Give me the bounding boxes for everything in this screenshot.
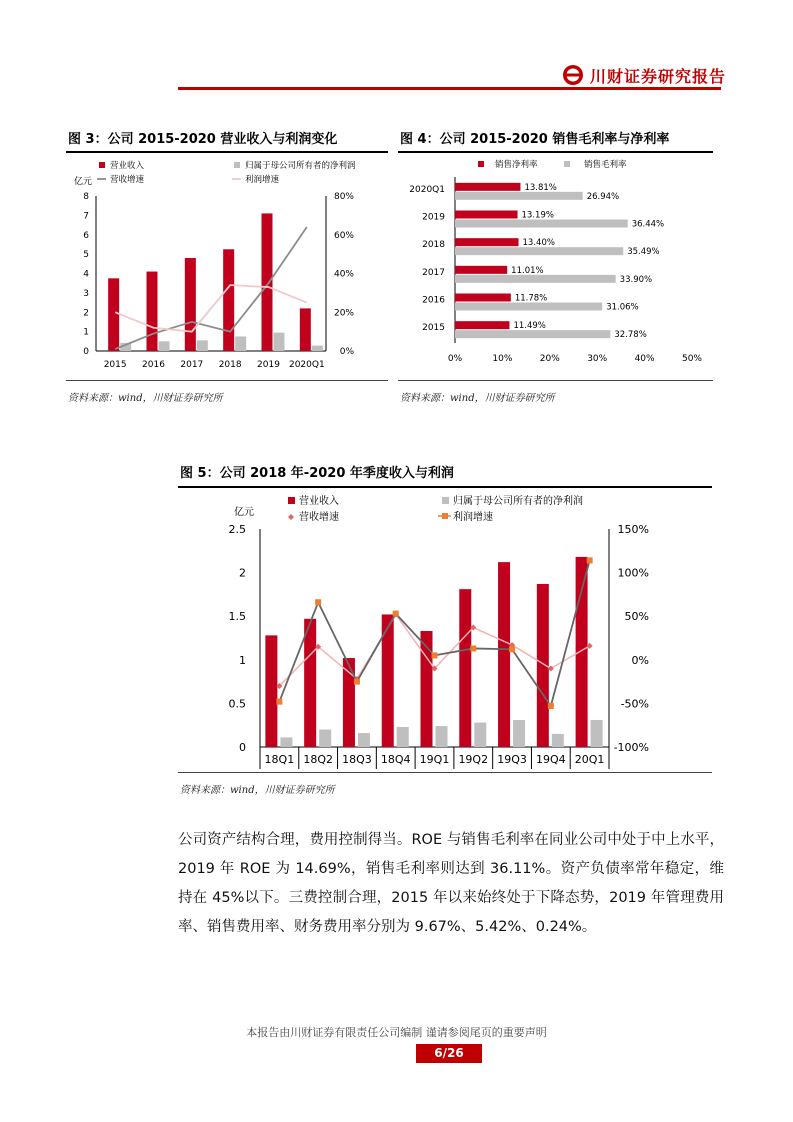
fig3-line-profit-growth [115, 285, 307, 332]
fig3-x-tick: 2015 [103, 360, 127, 370]
fig3-source: 资料来源：wind，川财证券研究所 [68, 393, 223, 404]
fig5-bar-profit [358, 733, 370, 747]
fig5-point-profit-growth [509, 646, 515, 652]
fig3-y-tick: 7 [83, 211, 89, 222]
page-header [0, 0, 793, 90]
fig4-x-tick: 30% [587, 354, 608, 364]
fig5-x-tick: 19Q3 [497, 753, 527, 766]
fig5-legend-label: 营收增速 [299, 512, 339, 523]
fig5-y2-tick: -100% [613, 741, 649, 754]
fig5-legend-swatch [288, 497, 295, 504]
fig3-y-tick: 3 [83, 288, 89, 299]
fig5-bottom-rule [178, 772, 712, 773]
fig5-legend-swatch [442, 497, 449, 504]
fig5-x-tick: 18Q2 [303, 753, 333, 766]
fig5-bar-profit [552, 734, 564, 747]
fig5-legend-label: 营业收入 [299, 496, 339, 507]
fig3-bar-profit [235, 336, 246, 351]
fig4-bar-gross-margin [455, 220, 628, 228]
fig5-y-tick: 2 [239, 566, 246, 580]
fig4-bar-net-margin [455, 211, 518, 219]
fig5-point-profit-growth [276, 699, 282, 705]
fig3-x-tick: 2016 [142, 360, 165, 370]
fig4-x-tick: 40% [634, 354, 655, 364]
fig3-bar-revenue [223, 249, 234, 351]
fig4-bar-net-margin [455, 183, 520, 191]
fig4-bar-gross-margin [455, 275, 616, 283]
fig4-label-net-margin: 11.49% [513, 321, 546, 332]
fig3-top-rule [66, 151, 388, 153]
fig5-y-tick: 2.5 [228, 523, 246, 536]
fig3-legend-swatch [234, 162, 240, 168]
fig5-bar-revenue [304, 619, 316, 747]
fig3-y-tick: 6 [83, 230, 89, 241]
fig4-x-tick: 10% [492, 354, 513, 364]
body-paragraph-text: 公司资产结构合理，费用控制得当。ROE 与销售毛利率在同业公司中处于中上水平，2019 年 ROE 为 14.69%，销售毛利率则达到 36.11%。资产负债率常年稳定，维持在 45%以下。三费控制合理，2015 年以来始终处于下降态势，2019 年管理费用率、销售费用率、财务费用率分别为 9.67%、5.42%、0.24%。 [178, 832, 724, 935]
fig3-bar-revenue [185, 258, 196, 351]
fig4-y-tick: 2019 [422, 212, 445, 223]
fig3-legend-label: 归属于母公司所有者的净利润 [245, 161, 356, 171]
fig5-y-tick: 0 [239, 741, 246, 754]
fig4-bar-gross-margin [455, 192, 583, 200]
fig3-y2-tick: 20% [333, 308, 354, 319]
fig4-label-gross-margin: 32.78% [614, 330, 647, 341]
fig3-bar-revenue [147, 272, 158, 351]
fig3-bar-revenue [300, 308, 311, 351]
fig4-bar-net-margin [455, 266, 507, 274]
brand [562, 64, 726, 86]
fig3-bar-profit [197, 340, 208, 351]
fig5-title: 图 5：公司 2018 年-2020 年季度收入与利润 [180, 466, 454, 481]
fig3-legend-label: 利润增速 [245, 175, 280, 185]
fig5-legend-swatch [442, 513, 448, 519]
header-rule [178, 87, 721, 90]
body-paragraph [178, 826, 724, 942]
fig3-y2-tick: 0% [339, 347, 354, 357]
fig3-chart [66, 155, 388, 380]
fig3-bar-revenue [108, 278, 119, 351]
fig4-x-tick: 0% [447, 354, 463, 364]
fig4-bar-net-margin [455, 238, 519, 246]
fig4-legend-swatch [478, 161, 484, 167]
fig5-bar-revenue [421, 631, 433, 747]
fig4-x-tick: 50% [681, 354, 703, 364]
fig4-label-net-margin: 11.01% [511, 265, 544, 276]
fig3-y2-tick: 80% [333, 192, 354, 202]
fig4-chart [398, 155, 713, 380]
fig4-y-tick: 2018 [422, 240, 445, 251]
fig3-y2-tick: 40% [333, 269, 354, 280]
fig4-label-gross-margin: 33.90% [619, 274, 653, 285]
page-number: 6/26 [416, 1044, 482, 1063]
fig5-source: 资料来源：wind，川财证券研究所 [180, 785, 335, 796]
fig5-x-tick: 18Q1 [264, 753, 295, 766]
brand-logo-icon [562, 64, 584, 86]
fig5-x-tick: 19Q1 [419, 753, 450, 766]
fig3-y-tick: 0 [83, 347, 89, 357]
fig4-legend-label: 销售毛利率 [584, 160, 627, 170]
fig3-y-tick: 2 [83, 308, 89, 319]
fig4-label-gross-margin: 26.94% [586, 191, 620, 202]
fig3-y2-tick: 60% [333, 230, 354, 241]
fig3-bar-profit [312, 346, 323, 351]
fig3-x-tick: 2020Q1 [288, 360, 325, 370]
fig5-y-tick: 0.5 [228, 697, 246, 711]
fig4-y-tick: 2015 [422, 323, 445, 334]
fig5-bar-revenue [459, 589, 471, 747]
fig5-x-tick: 18Q4 [380, 753, 411, 766]
fig4-label-gross-margin: 36.44% [631, 219, 665, 230]
fig3-bar-profit [274, 333, 285, 351]
fig3-y-tick: 1 [83, 327, 89, 338]
fig4-x-tick: 20% [539, 354, 560, 364]
fig3-x-tick: 2019 [257, 360, 280, 370]
fig4-label-gross-margin: 31.06% [606, 302, 639, 313]
fig3-bottom-rule [66, 380, 388, 381]
fig5-point-profit-growth [393, 611, 399, 617]
fig4-label-net-margin: 13.40% [522, 238, 555, 249]
fig5-bar-revenue [576, 557, 588, 747]
fig5-point-profit-growth [587, 557, 593, 563]
fig5-legend-swatch [288, 514, 294, 520]
fig5-bar-profit [397, 727, 409, 747]
fig5-bar-profit [319, 730, 331, 747]
fig5-y-unit: 亿元 [234, 507, 254, 518]
fig5-y2-tick: 150% [617, 523, 649, 536]
fig5-y2-tick: 50% [624, 610, 649, 624]
fig5-x-tick: 19Q2 [458, 753, 489, 766]
fig4-label-net-margin: 13.19% [521, 210, 554, 221]
fig3-bar-revenue [262, 213, 273, 351]
footer-disclaimer: 本报告由川财证券有限责任公司编制 谨请参阅尾页的重要声明 [246, 1026, 547, 1039]
fig5-bar-revenue [265, 635, 277, 747]
fig3-x-tick: 2017 [180, 360, 204, 370]
fig4-legend-swatch [564, 161, 570, 167]
fig3-y-tick: 8 [83, 192, 89, 202]
fig3-legend-label: 营业收入 [110, 161, 145, 171]
fig5-bar-profit [436, 726, 448, 747]
fig3-bar-profit [159, 341, 170, 351]
fig4-label-net-margin: 11.78% [514, 293, 548, 304]
fig5-point-profit-growth [432, 652, 438, 658]
fig4-bar-gross-margin [455, 247, 623, 255]
fig5-y2-tick: 0% [631, 653, 649, 667]
report-brand-title: 川财证券研究报告 [590, 66, 727, 86]
fig3-y-tick: 4 [83, 269, 89, 280]
fig3-y-unit: 亿元 [74, 177, 93, 187]
fig4-source: 资料来源：wind，川财证券研究所 [400, 393, 555, 404]
fig5-bar-profit [513, 720, 525, 747]
fig5-y-tick: 1.5 [228, 610, 246, 624]
fig5-y2-tick: -50% [620, 697, 649, 711]
fig4-label-net-margin: 13.81% [524, 182, 557, 193]
fig5-bar-profit [591, 720, 603, 747]
fig5-bar-profit [280, 737, 292, 747]
fig4-bar-net-margin [455, 321, 509, 329]
fig4-bar-gross-margin [455, 330, 610, 338]
fig4-top-rule [398, 151, 713, 153]
fig4-bottom-rule [398, 380, 713, 381]
fig5-x-tick: 20Q1 [574, 753, 605, 766]
fig3-line-revenue-growth [115, 227, 307, 349]
fig5-point-profit-growth [315, 599, 321, 605]
fig5-x-tick: 18Q3 [342, 753, 372, 766]
fig5-bar-profit [474, 723, 486, 747]
fig4-bar-gross-margin [455, 303, 602, 311]
fig4-y-tick: 2017 [422, 267, 445, 278]
fig3-title: 图 3：公司 2015-2020 营业收入与利润变化 [68, 132, 338, 147]
fig4-y-tick: 2016 [422, 295, 445, 306]
fig3-legend-swatch [99, 162, 105, 168]
fig5-point-profit-growth [354, 679, 360, 685]
fig3-x-tick: 2018 [218, 360, 242, 370]
fig5-point-profit-growth [470, 645, 476, 651]
fig5-chart [178, 490, 712, 772]
fig4-title: 图 4：公司 2015-2020 销售毛利率与净利率 [400, 132, 670, 147]
fig3-y-tick: 5 [83, 250, 89, 261]
fig5-x-tick: 19Q4 [536, 753, 566, 766]
fig4-bar-net-margin [455, 294, 511, 302]
fig3-legend-label: 营收增速 [110, 175, 145, 185]
fig4-legend-label: 销售净利率 [495, 160, 538, 170]
fig5-legend-label: 利润增速 [453, 512, 493, 523]
fig5-y2-tick: 100% [617, 566, 649, 580]
fig5-bar-revenue [498, 562, 510, 747]
fig5-point-profit-growth [548, 703, 554, 709]
fig4-label-gross-margin: 35.49% [627, 247, 660, 258]
fig4-y-tick: 2020Q1 [409, 184, 445, 195]
fig5-top-rule [178, 486, 712, 488]
fig5-legend-label: 归属于母公司所有者的净利润 [453, 496, 583, 507]
fig5-y-tick: 1 [239, 653, 246, 667]
